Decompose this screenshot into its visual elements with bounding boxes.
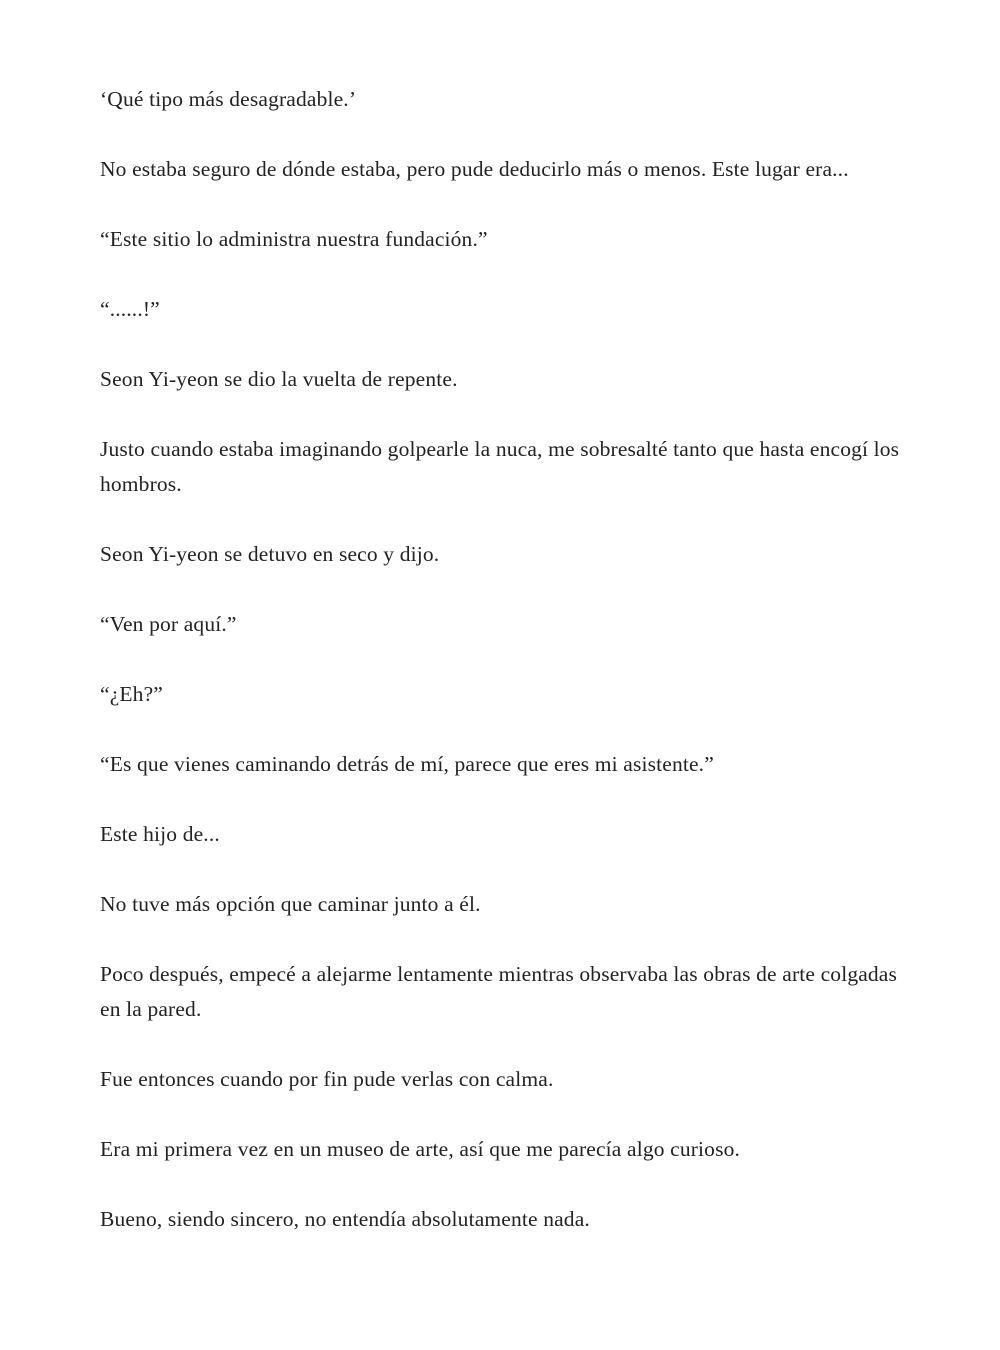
paragraph: Poco después, empecé a alejarme lentamente mientras observaba las obras de arte colgadas en la pared. — [100, 962, 898, 1021]
paragraph: Era mi primera vez en un museo de arte, así que me parecía algo curioso. — [100, 1137, 741, 1161]
paragraph: “......!” — [100, 297, 160, 321]
paragraph: Seon Yi-yeon se dio la vuelta de repente. — [100, 367, 458, 391]
paragraph: No tuve más opción que caminar junto a él. — [100, 892, 481, 916]
paragraph: Bueno, siendo sincero, no entendía absolutamente nada. — [100, 1207, 590, 1231]
paragraph: Seon Yi-yeon se detuvo en seco y dijo. — [100, 542, 440, 566]
paragraph: Este hijo de... — [100, 822, 220, 846]
paragraph: No estaba seguro de dónde estaba, pero pude deducirlo más o menos. Este lugar era... — [100, 157, 849, 181]
paragraph: Justo cuando estaba imaginando golpearle la nuca, me sobresalté tanto que hasta encogí los hombros. — [100, 437, 900, 496]
paragraph: “Este sitio lo administra nuestra fundación.” — [100, 227, 488, 251]
paragraph: ‘Qué tipo más desagradable.’ — [100, 87, 357, 111]
paragraph: Fue entonces cuando por fin pude verlas con calma. — [100, 1067, 554, 1091]
document-body — [100, 82, 900, 1272]
paragraph: “Es que vienes caminando detrás de mí, parece que eres mi asistente.” — [100, 752, 714, 776]
paragraph: “Ven por aquí.” — [100, 612, 237, 636]
paragraph: “¿Eh?” — [100, 682, 163, 706]
